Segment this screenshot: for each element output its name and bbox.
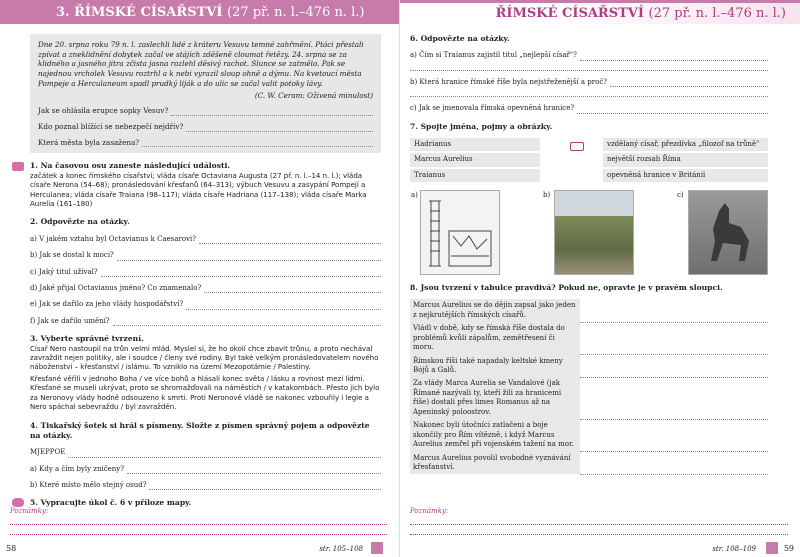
- right-header-title: ŘÍMSKÉ CÍSAŘSTVÍ: [495, 6, 644, 21]
- image-equestrian-statue[interactable]: [677, 190, 768, 275]
- answer-line[interactable]: [610, 79, 768, 87]
- notes-label: Poznámky:: [10, 507, 49, 515]
- notes-line[interactable]: [10, 525, 387, 535]
- page-reference-right: str. 108–109: [712, 545, 756, 553]
- answer-line[interactable]: [186, 124, 373, 132]
- task-8: [410, 283, 768, 475]
- table-row: [410, 299, 768, 322]
- question-row: [30, 268, 381, 277]
- left-header-title: 3. ŘÍMSKÉ CÍSAŘSTVÍ: [56, 4, 223, 20]
- task-5-title: 5. Vypracujte úkol č. 6 v příloze mapy.: [30, 498, 192, 508]
- answer-line[interactable]: [410, 61, 768, 71]
- image-label: a): [411, 191, 418, 200]
- answer-line[interactable]: [186, 302, 381, 310]
- question: c) Jaký titul užíval?: [30, 267, 98, 276]
- image-label: c): [677, 191, 684, 200]
- correction-cell[interactable]: [580, 377, 768, 419]
- quote-box: [30, 34, 381, 153]
- task-8-title: 8. Jsou tvrzení v tabulce pravdivá? Pokud ne, opravte je v pravém sloupci.: [410, 283, 723, 293]
- task-1-text: začátek a konec římského císařství; vláda císaře Octaviana Augusta (27 př. n. l.–14 n. l.); vláda císaře Nerona (54–68); pronásledování křesťanů (64–313); výbuch Vesuvu a zasypání Pompejí a Herculanea; vláda císaře Traiana (98–117); vláda císaře Hadriana (117–138); vláda císaře Marka Aurelia (161–180): [30, 171, 367, 209]
- column-drawing-icon: [421, 191, 499, 274]
- scrambled-word-row: [30, 448, 381, 457]
- name-cell[interactable]: Traianus: [410, 169, 540, 182]
- answer-line[interactable]: [142, 139, 373, 147]
- names-column: [410, 138, 540, 184]
- table-row: [410, 419, 768, 451]
- question-row: [410, 78, 768, 87]
- name-cell[interactable]: Marcus Aurelius: [410, 153, 540, 166]
- question: b) Které místo mělo stejný osud?: [30, 481, 147, 490]
- connector-icon: [570, 142, 584, 151]
- question: d) Jaké přijal Octavianus jméno? Co znamenalo?: [30, 284, 202, 293]
- right-page-header: [400, 0, 800, 24]
- answer-line[interactable]: [101, 269, 381, 277]
- statement-cell: Marcus Aurelius povolil svobodné vyznávání křesťanství.: [410, 452, 580, 475]
- answer-line[interactable]: [149, 482, 381, 490]
- quote-question: Která města byla zasažena?: [38, 137, 140, 147]
- task-3: [30, 334, 381, 412]
- true-false-table: [410, 299, 768, 475]
- quote-question-row: [38, 138, 373, 148]
- notes-label: Poznámky:: [410, 507, 449, 515]
- table-row: [410, 452, 768, 475]
- page-number-left: 58: [6, 544, 17, 553]
- quote-question-row: [38, 122, 373, 132]
- answer-line[interactable]: [410, 87, 768, 97]
- task-4-title: 4. Tiskařský šotek si hrál s písmeny. Složte z písmen správný pojem a odpovězte na otázky.: [30, 420, 370, 440]
- question: a) Kdy a čím byly zničeny?: [30, 464, 125, 473]
- right-header-period: (27 př. n. l.–476 n. l.): [648, 6, 786, 21]
- left-page-header: [0, 0, 399, 24]
- statue-icon: [689, 191, 767, 274]
- quote-question: Kdo poznal blížící se nebezpečí nejdřív?: [38, 122, 184, 132]
- matching-area: [410, 138, 768, 184]
- timeline-icon: [12, 162, 24, 171]
- table-row: [410, 377, 768, 419]
- task-2-title: 2. Odpovězte na otázky.: [30, 217, 130, 227]
- name-cell[interactable]: Hadrianus: [410, 138, 540, 151]
- answer-line[interactable]: [117, 253, 381, 261]
- question-row: [410, 104, 768, 113]
- term-cell[interactable]: vzdělaný císař, přezdívka „filozof na trůně": [603, 138, 768, 151]
- quote-question: Jak se ohlásila erupce sopky Vesuv?: [38, 106, 169, 116]
- correction-cell[interactable]: [580, 452, 768, 475]
- question-row: [30, 465, 381, 474]
- terms-column: [603, 138, 768, 184]
- task-1-title: 1. Na časovou osu zaneste následující události.: [30, 161, 231, 171]
- question: b) Která hranice římské říše byla nejstřeženější a proč?: [410, 77, 608, 86]
- question: e) Jak se dařilo za jeho vlády hospodářství?: [30, 300, 184, 309]
- right-content: [410, 34, 768, 517]
- task-1: [30, 161, 381, 209]
- quote-source: (C. W. Ceram: Oživená minulost): [254, 90, 373, 100]
- answer-line[interactable]: [204, 285, 381, 293]
- statement-cell: Nakonec byli útočníci zatlačeni a boje skončily pro Řím vítězně, i když Marcus Aurelius zemřel při vojenském tažení na mor.: [410, 419, 580, 451]
- task-3-paragraph-2: Křesťané věřili v jednoho Boha / ve více bohů a hlásali konec světa / lásku a rovnost mezi lidmi. Křesťané se museli ukrývat, proto se shromažďovali na náměstích / v katakombách. Přesto jich bylo za Neronovy vlády hodně odsouzeno k smrti. Proti Neronově vládě se nakonec vzbouřily i legie a Nero spáchal sebevraždu / byl zavražděn.: [30, 374, 380, 412]
- answer-line[interactable]: [113, 318, 381, 326]
- task-4: [30, 421, 381, 491]
- question-row: [30, 284, 381, 293]
- answer-line[interactable]: [199, 236, 381, 244]
- notes-area: [10, 507, 387, 535]
- qr-icon: [371, 542, 383, 554]
- image-row: [410, 190, 768, 275]
- question-row: [30, 317, 381, 326]
- correction-cell[interactable]: [580, 299, 768, 322]
- qr-icon: [766, 542, 778, 554]
- quote-text: Dne 20. srpna roku 79 n. l. zaslechli lidé z kráteru Vesuvu temné zahřmění. Ptáci přestali zpívat a zneklidnění dobytek začal ve stájích zděšeně cloumat řetězy. 24. srpna se za klidného a jasného jitra zčista jasna rozlehl děsivý rachot. Slunce se zatmělo. Pak se najednou vrcholek Vesuvu roztrhl a k nebi vyrazil sloup ohně a dýmu. Na kvetoucí města Pompeje a Herculaneum spadl prudký liják a do ulic se začal valit potoky lávy.: [38, 40, 364, 88]
- left-content: [30, 34, 381, 517]
- answer-line[interactable]: [68, 450, 381, 458]
- question-row: [30, 251, 381, 260]
- answer-line[interactable]: [127, 466, 381, 474]
- answer-line[interactable]: [580, 53, 768, 61]
- answer-line[interactable]: [171, 108, 373, 116]
- task-7: [410, 122, 768, 276]
- statement-cell: Za vlády Marca Aurelia se Vandalové (jak Římané nazývali ty, kteří žili za hranicemi říše) dostali přes limes Romanus až na Apeninský poloostrov.: [410, 377, 580, 419]
- scrambled-word: MJEPPOE: [30, 448, 66, 457]
- statement-cell: Římskou říši také napadaly keltské kmeny Bójů a Galů.: [410, 355, 580, 378]
- notes-line[interactable]: [410, 525, 788, 535]
- image-label: b): [543, 191, 551, 200]
- term-cell[interactable]: největší rozsah Říma: [603, 153, 768, 166]
- page-number-right: 59: [783, 544, 794, 553]
- question: f) Jak se dařilo umění?: [30, 316, 110, 325]
- left-header-period: (27 př. n. l.–476 n. l.): [226, 4, 365, 20]
- question: a) V jakém vztahu byl Octavianus k Caesarovi?: [30, 234, 197, 243]
- page-reference-left: str. 105–108: [319, 545, 363, 553]
- question-row: [30, 235, 381, 244]
- right-page: [400, 0, 800, 557]
- quote-question-row: [38, 106, 373, 116]
- task-6: [410, 34, 768, 114]
- question-row: [30, 481, 381, 490]
- notes-line[interactable]: [410, 515, 788, 525]
- question-row: [410, 51, 768, 60]
- correction-cell[interactable]: [580, 419, 768, 451]
- term-cell[interactable]: opevněná hranice v Británii: [603, 169, 768, 182]
- image-trajans-column[interactable]: [411, 190, 500, 275]
- question-row: [30, 300, 381, 309]
- statement-cell: Vládl v době, kdy se římská říše dostala do problémů kvůli zápalům, zemětřesení či moru.: [410, 322, 580, 354]
- notes-area: [410, 507, 788, 535]
- notes-line[interactable]: [10, 515, 387, 525]
- table-row: [410, 322, 768, 354]
- task-3-title: 3. Vyberte správné tvrzení.: [30, 334, 144, 344]
- image-hadrians-wall[interactable]: [543, 190, 634, 275]
- correction-cell[interactable]: [580, 322, 768, 354]
- task-6-title: 6. Odpovězte na otázky.: [410, 34, 510, 43]
- question: c) Jak se jmenovala římská opevněná hranice?: [410, 104, 575, 113]
- statement-cell: Marcus Aurelius se do dějin zapsal jako jeden z nejkrutějších římských císařů.: [410, 299, 580, 322]
- task-2: [30, 217, 381, 326]
- question: a) Čím si Traianus zajistil titul „nejlepší císař"?: [410, 51, 577, 60]
- question: b) Jak se dostal k moci?: [30, 251, 114, 260]
- table-row: [410, 355, 768, 378]
- answer-line[interactable]: [577, 106, 768, 114]
- task-3-paragraph-1: Císař Nero nastoupil na trůn velmi mlád. Myslel si, že ho okolí chce zbavit trůnu, a proto nechával zavraždit nejen politiky, ale i soudce / členy své rodiny. Byl také velkým pronásledovatelem nového náboženství – křesťanství / islámu. To vzniklo na území Mezopotámie / Palestiny.: [30, 344, 379, 372]
- task-7-title: 7. Spojte jména, pojmy a obrázky.: [410, 121, 553, 131]
- correction-cell[interactable]: [580, 355, 768, 378]
